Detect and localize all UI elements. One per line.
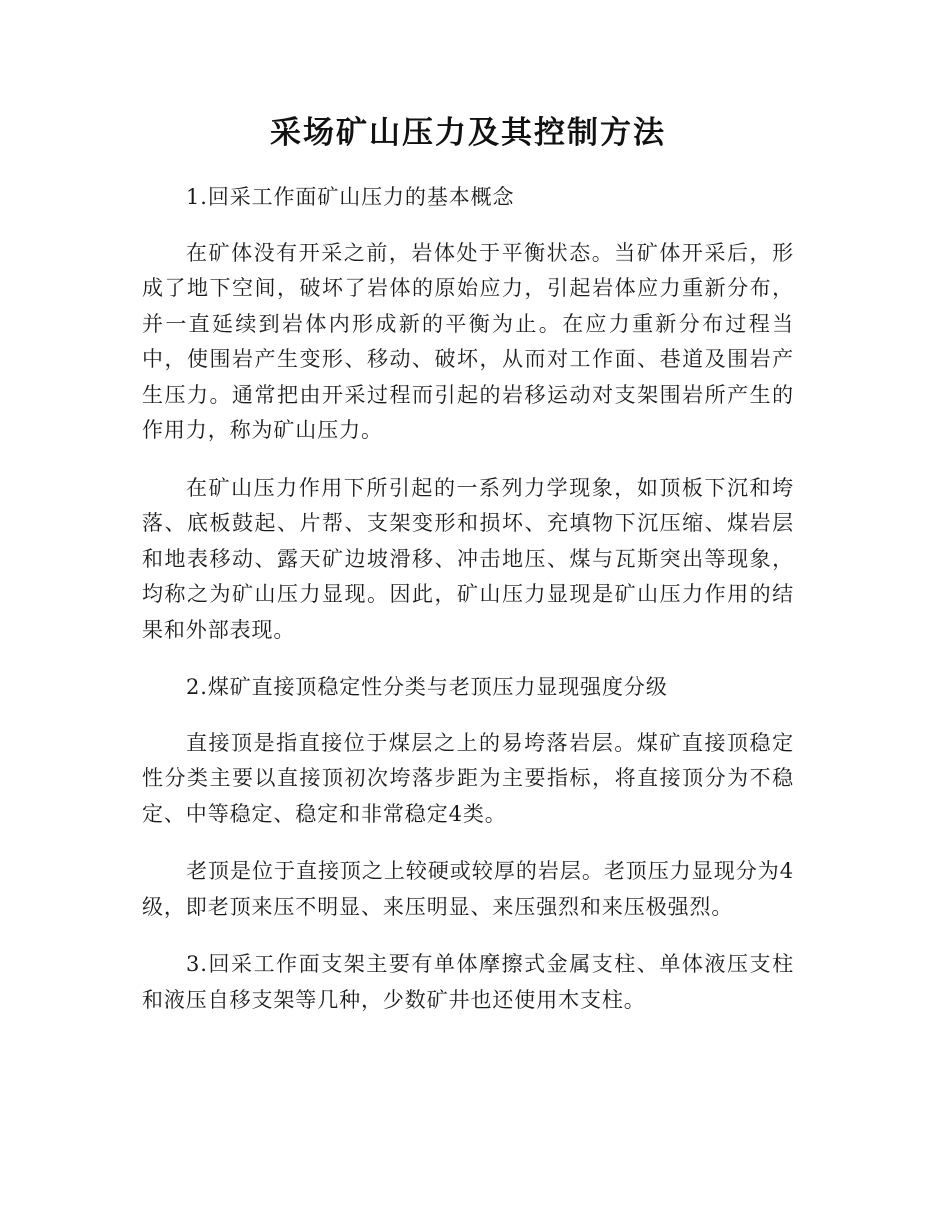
paragraph-supports: 3.回采工作面支架主要有单体摩擦式金属支柱、单体液压支柱和液压自移支架等几种，少数矿井也还使用木支柱。: [142, 952, 794, 1012]
paragraph-concept: 在矿体没有开采之前，岩体处于平衡状态。当矿体开采后，形成了地下空间，破坏了岩体的原始应力，引起岩体应力重新分布，并一直延续到岩体内形成新的平衡为止。在应力重新分布过程当中，使围岩产生变形、移动、破坏，从而对工作面、巷道及围岩产生压力。通常把由开采过程而引起的岩移运动对支架围岩所产生的作用力，称为矿山压力。: [142, 240, 794, 442]
section-heading-2: 2.煤矿直接顶稳定性分类与老顶压力显现强度分级: [186, 675, 668, 699]
paragraph-immediate-roof: 直接顶是指直接位于煤层之上的易垮落岩层。煤矿直接顶稳定性分类主要以直接顶初次垮落步距为主要指标，将直接顶分为不稳定、中等稳定、稳定和非常稳定4类。: [142, 730, 794, 826]
paragraph-main-roof: 老顶是位于直接顶之上较硬或较厚的岩层。老顶压力显现分为4级，即老顶来压不明显、来压明显、来压强烈和来压极强烈。: [142, 859, 794, 919]
paragraph-manifestation: 在矿山压力作用下所引起的一系列力学现象，如顶板下沉和垮落、底板鼓起、片帮、支架变形和损坏、充填物下沉压缩、煤岩层和地表移动、露天矿边坡滑移、冲击地压、煤与瓦斯突出等现象，均称之为矿山压力显现。因此，矿山压力显现是矿山压力作用的结果和外部表现。: [142, 475, 794, 642]
document-title: 采场矿山压力及其控制方法: [270, 115, 666, 151]
section-heading-1: 1.回采工作面矿山压力的基本概念: [186, 185, 515, 209]
document-page: [142, 108, 794, 1040]
